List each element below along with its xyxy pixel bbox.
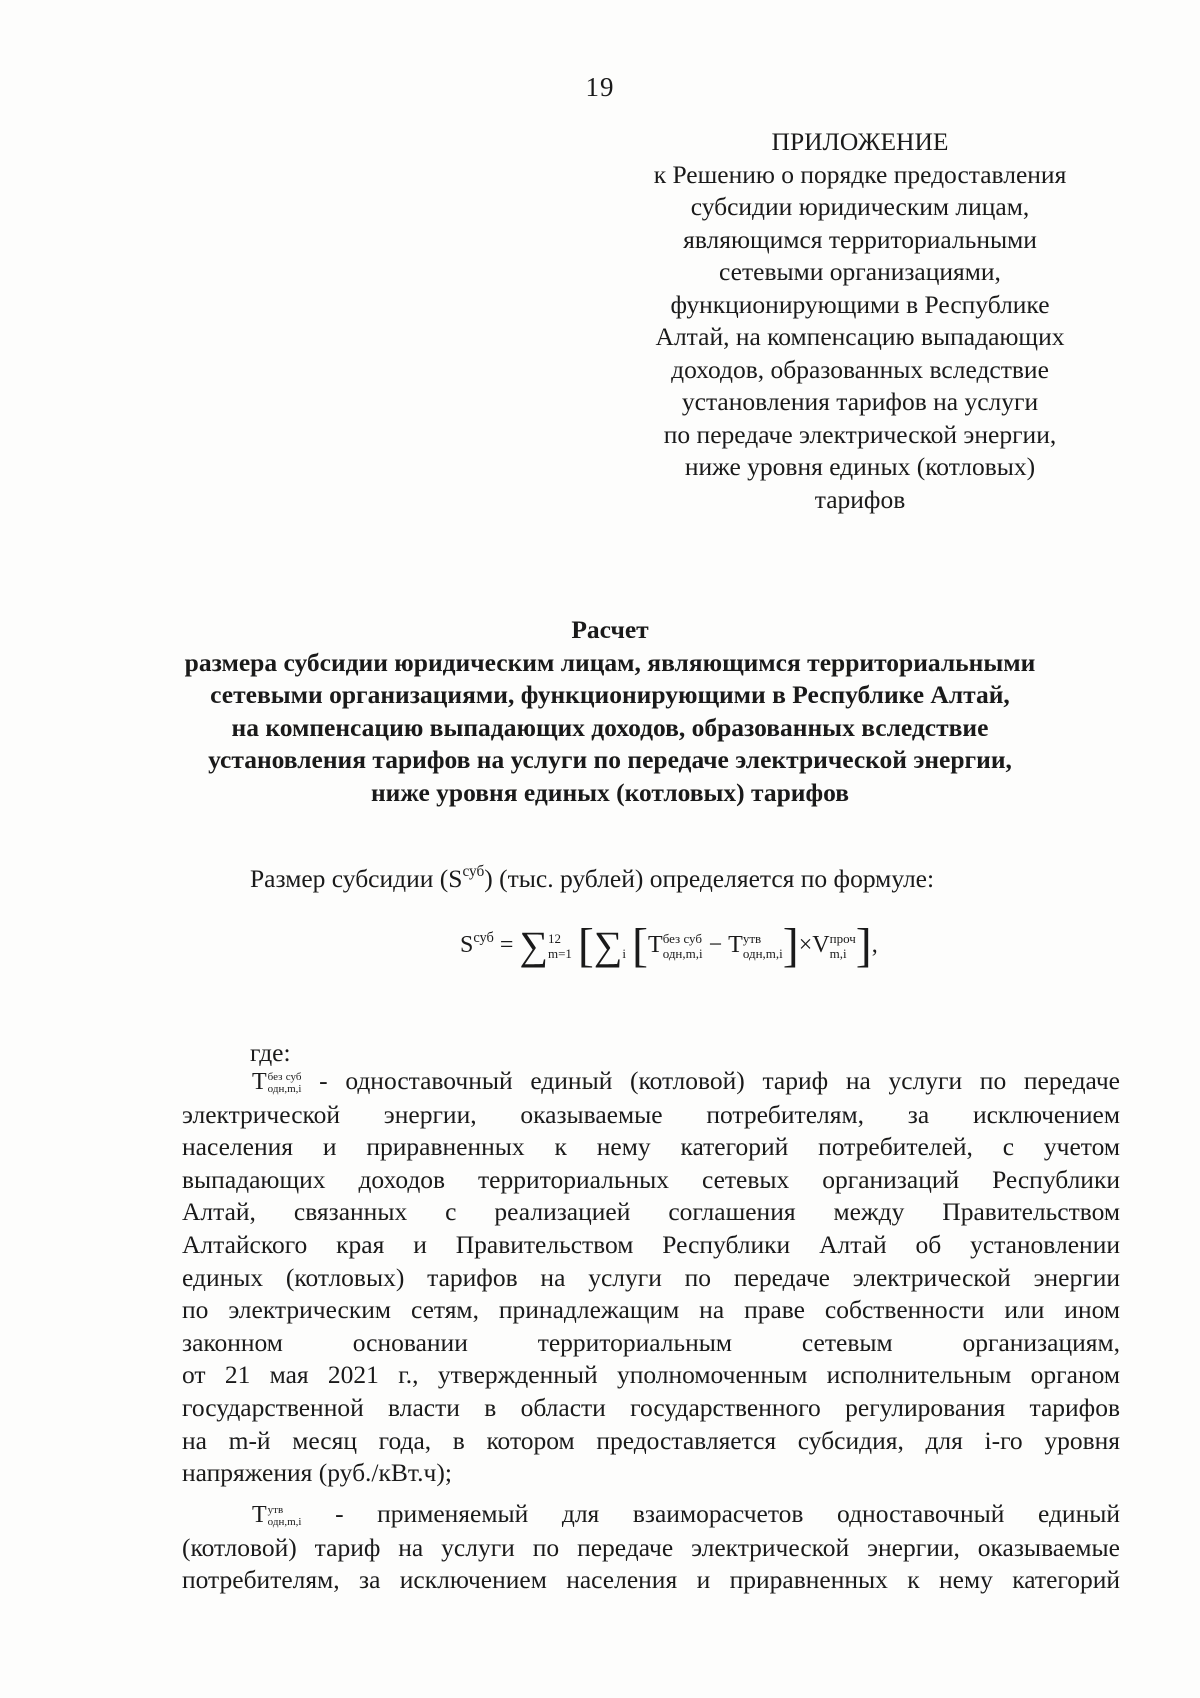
appendix-line: к Решению о порядке предоставления [653,159,1067,189]
sum-upper: 12 [547,930,561,946]
where-label: где: [250,1038,291,1067]
definition-line: Алтай, связанных с реализацией соглашения между Правительством [182,1197,1120,1227]
t2-sub: одн,m,i [742,945,783,961]
symbol-indices [268,1071,302,1095]
appendix-line: субсидии юридическим лицам, [690,192,1030,221]
v-sub: m,i [829,945,847,961]
intro-sup: суб [462,862,485,880]
formula-end: , [871,932,878,958]
formula-lhs-sup: суб [473,930,494,947]
v-sup: проч [829,930,856,946]
formula-lhs: S [460,932,474,958]
definition-line: по электрическим сетям, принадлежащим на праве собственности или ином [182,1295,1120,1325]
t1-sup: без суб [662,930,702,946]
definition-line: напряжения (руб./кВт.ч); [182,1458,452,1488]
formula-t1: T [648,932,663,958]
appendix-line: по передаче электрической энергии, [663,419,1057,449]
title-heading: Расчет [571,615,649,644]
inner-sum-symbol: ∑ [593,922,623,968]
formula-equals: = [499,932,514,958]
appendix-line: функционирующими в Республике [670,289,1050,319]
definition-t-bez-sub [182,1065,1120,1490]
inner-sum-lower: i [622,945,627,961]
symbol-sub: одн,m,i [267,1083,302,1096]
definition-line: электрической энергии, оказываемые потребителям, за исключением [182,1099,1120,1129]
symbol-letter: T [252,1069,267,1095]
definition-line [182,1498,1120,1532]
title-line: ниже уровня единых (котловых) тарифов [370,777,850,807]
definition-line: на m-й месяц года, в котором предоставляется субсидия, для i-го уровня [182,1425,1120,1455]
right-bracket: ] [855,919,872,972]
definition-line: законном основании территориальным сетевым организациям, [182,1327,1120,1357]
definition-t-utv [182,1498,1120,1597]
formula-v: V [812,932,830,958]
appendix-heading: ПРИЛОЖЕНИЕ [771,127,949,156]
t2-indices [743,931,783,961]
definition-line: Алтайского края и Правительством Республики Алтай об установлении [182,1229,1120,1259]
t2-sup: утв [742,930,762,946]
appendix-line: доходов, образованных вследствие [671,354,1049,384]
definition-line: единых (котловых) тарифов на услуги по передаче электрической энергии [182,1262,1120,1292]
appendix-line: сетевыми организациями, [719,257,1001,286]
appendix-line: тарифов [814,484,906,514]
formula-intro [250,864,1100,894]
title-line: сетевыми организациями, функционирующими в Республике Алтай, [210,680,1010,710]
inner-left-bracket: [ [632,919,649,972]
document-title [160,614,1060,810]
symbol-sup: без суб [267,1071,302,1084]
definition-line: выпадающих доходов территориальных сетевых организаций Республики [182,1164,1120,1194]
symbol-sup: утв [267,1504,284,1517]
symbol-indices [268,1504,302,1528]
definition-text: - применяемый для взаиморасчетов одноставочный единый [335,1499,1120,1528]
definition-line: населения и приравненных к нему категорий потребителей, с учетом [182,1132,1120,1162]
formula-minus: − [708,932,723,958]
symbol-sub: одн,m,i [267,1516,302,1529]
formula-t2: T [728,932,743,958]
definition-symbol [252,1502,301,1528]
definition-text: - одноставочный единый (котловой) тариф на услуги по передаче [319,1066,1121,1095]
page-number: 19 [585,72,615,102]
sum-lower: m=1 [547,945,572,961]
appendix-line: установления тарифов на услуги [681,387,1039,416]
definition-line [182,1065,1120,1099]
appendix-line: являющимся территориальными [683,224,1037,254]
sum-limits [548,931,572,961]
intro-after: ) (тыс. рублей) определяется по формуле: [484,864,935,893]
title-line: на компенсацию выпадающих доходов, образованных вследствие [231,712,989,742]
appendix-line: Алтай, на компенсацию выпадающих [655,322,1065,351]
inner-sum-limits [622,931,626,961]
v-indices [830,931,856,961]
definition-line: от 21 мая 2021 г., утвержденный уполномоченным исполнительным органом [182,1360,1120,1390]
inner-right-bracket: ] [782,919,799,972]
left-bracket: [ [577,919,594,972]
appendix-block [610,126,1110,516]
definition-line: государственной власти в области государственного регулирования тарифов [182,1392,1120,1422]
definition-line: (котловой) тариф на услуги по передаче электрической энергии, оказываемые [182,1532,1120,1562]
appendix-line: ниже уровня единых (котловых) [684,452,1036,481]
definition-symbol [252,1069,301,1095]
symbol-letter: T [252,1502,267,1528]
intro-before: Размер субсидии (S [250,864,463,893]
definition-line: потребителям, за исключением населения и приравненных к нему категорий [182,1565,1120,1595]
formula-times: × [798,932,813,958]
subsidy-formula [460,918,960,984]
title-line: размера субсидии юридическим лицам, являющимся территориальными [184,647,1036,677]
sum-symbol: ∑ [519,922,548,968]
t1-indices [663,931,703,961]
t1-sub: одн,m,i [662,945,703,961]
title-line: установления тарифов на услуги по передаче электрической энергии, [208,745,1012,775]
